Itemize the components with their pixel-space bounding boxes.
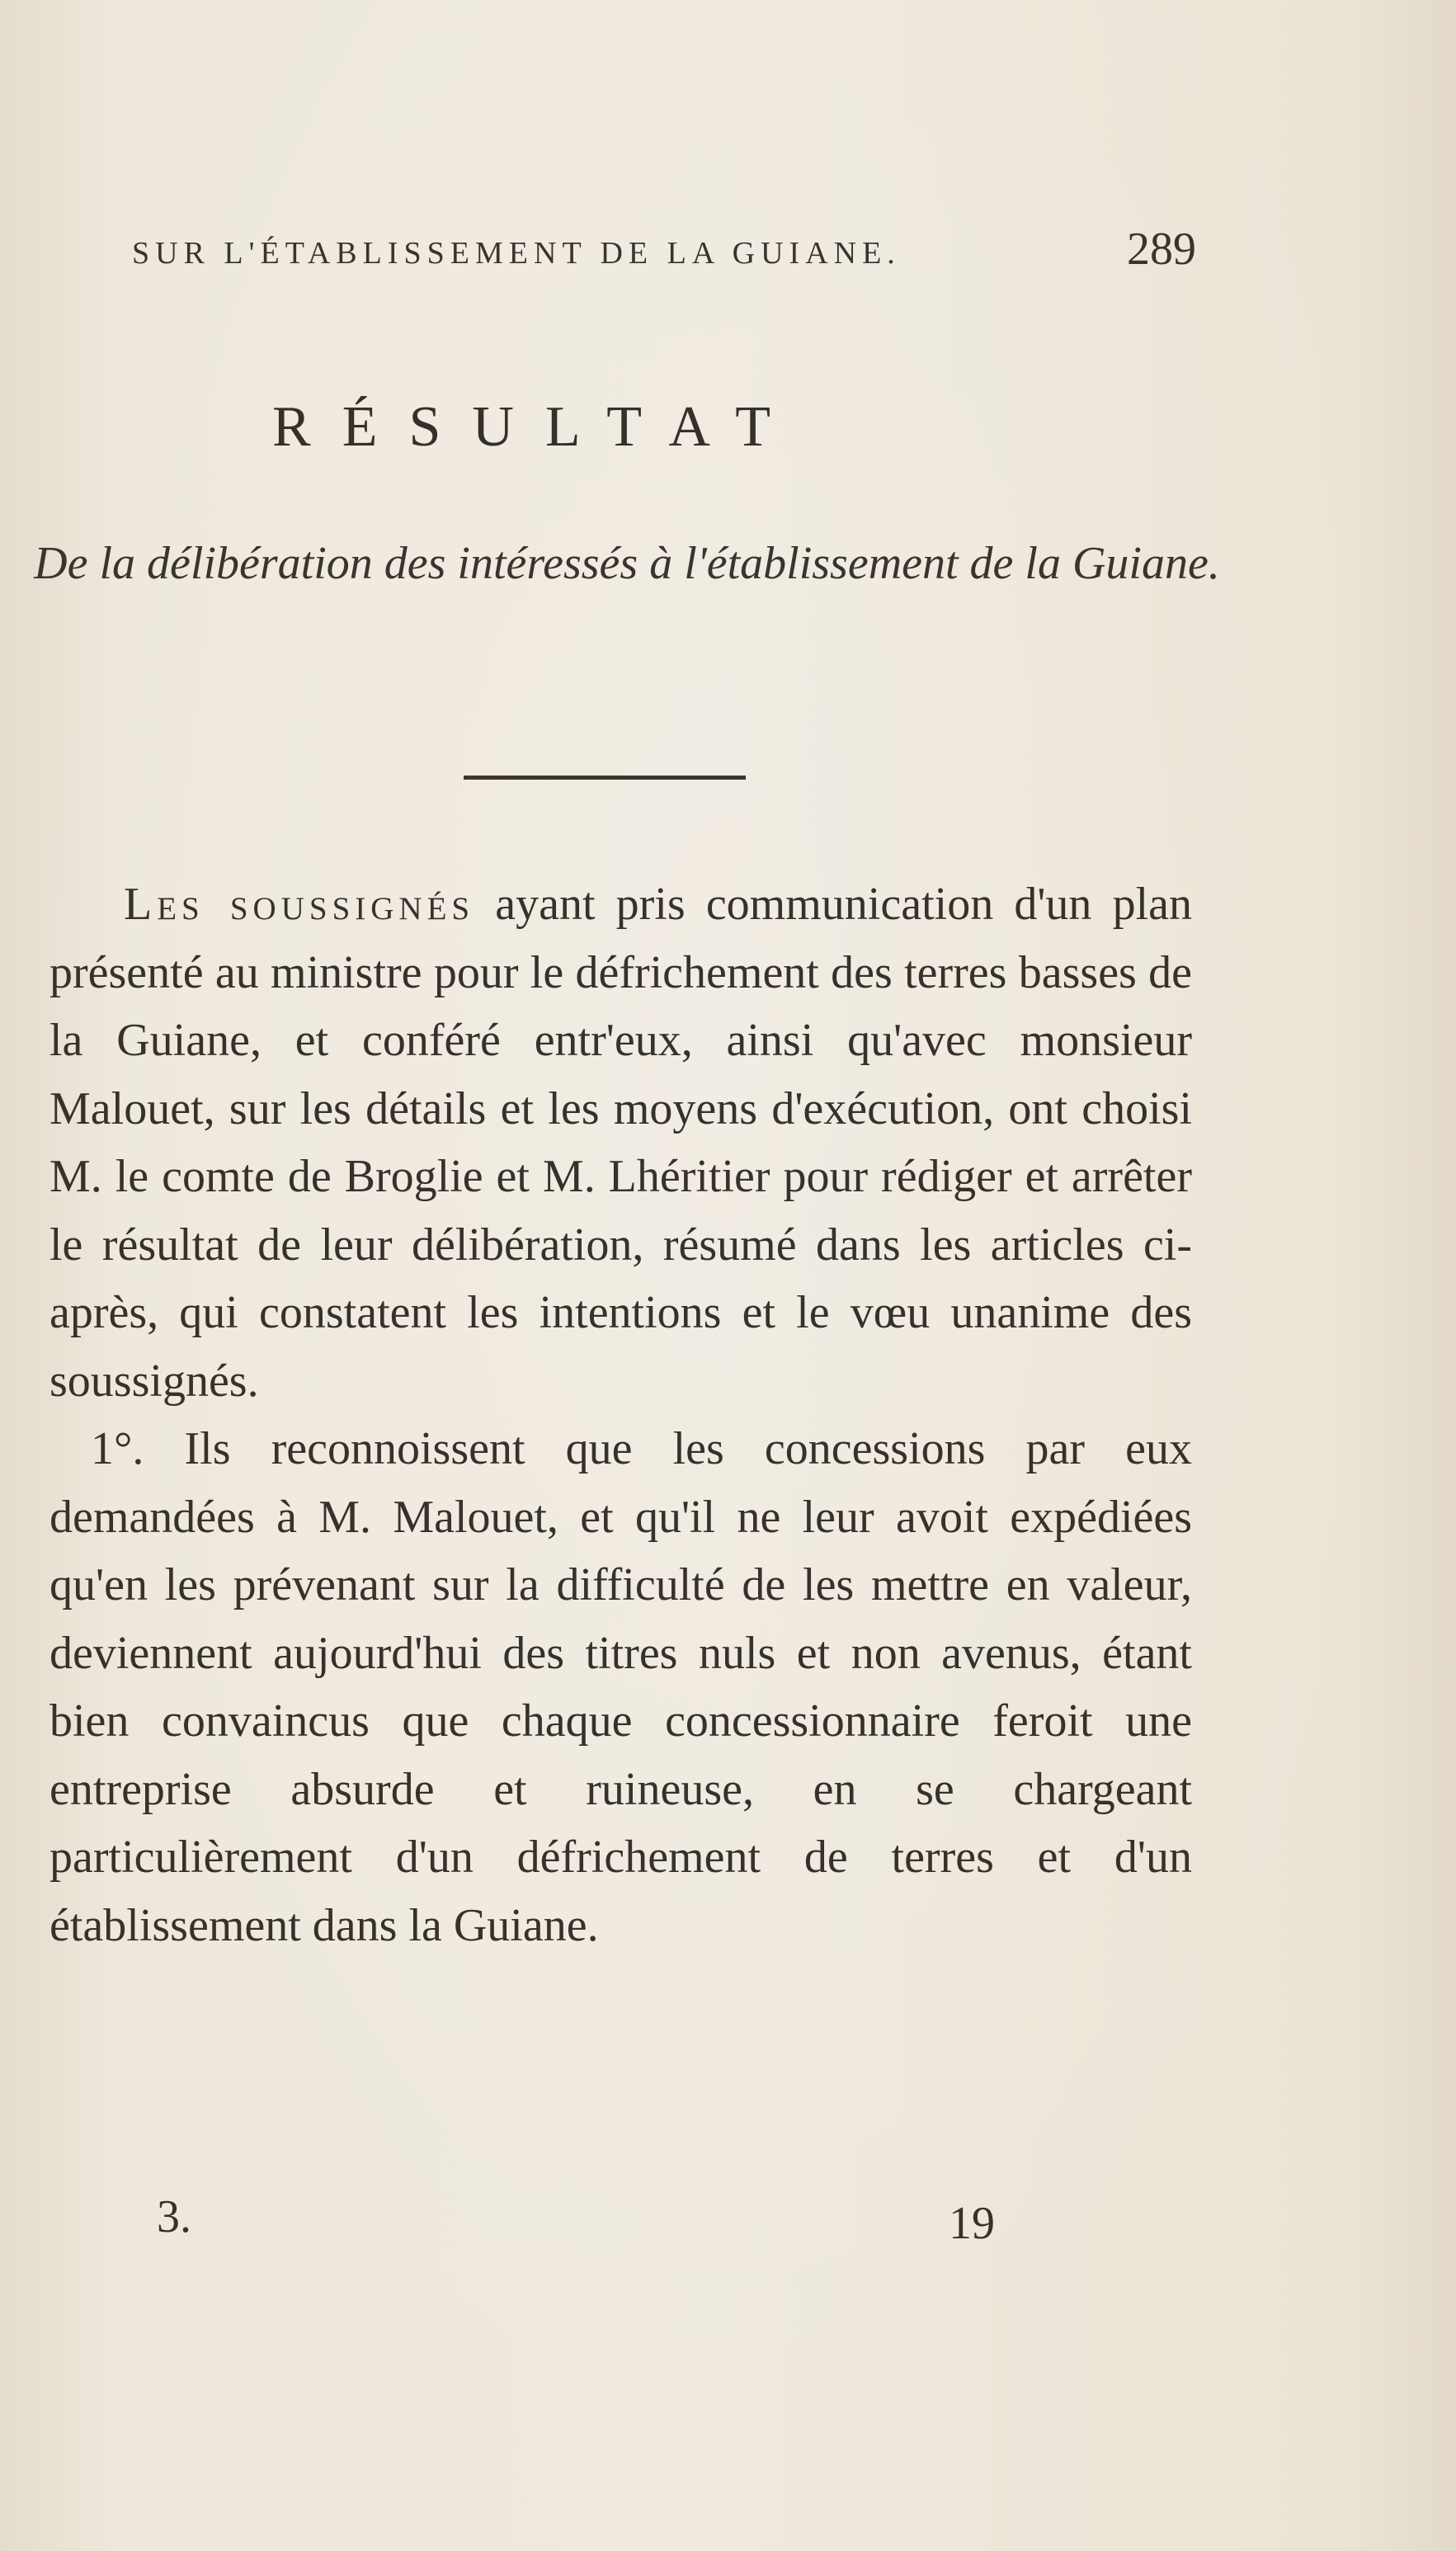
paragraph-2-text: 1°. Ils reconnoissent que les concessions par eux demandées à M. Malouet, et qu'il ne leur avoit expédiées qu'en les prévenant sur la difficulté de les mettre en valeur, deviennent aujourd'hui des titres nuls et non avenus, étant bien convaincus que chaque concessionnaire feroit une entreprise absurde et ruineuse, en se chargeant particulièrement d'un défrichement de terres et d'un établissement dans la Guiane. — [49, 1423, 1192, 1951]
footer-line — [49, 2190, 1192, 2248]
section-subtitle: De la délibération des intéressés à l'établissement de la Guiane. — [34, 538, 1220, 589]
gathering-number: 19 — [949, 2198, 995, 2249]
page-number: 289 — [1127, 224, 1196, 275]
running-head: SUR L'ÉTABLISSEMENT DE LA GUIANE. — [132, 236, 901, 271]
body-text — [49, 870, 1192, 1959]
paragraph-2 — [49, 1415, 1192, 1959]
signature-mark: 3. — [157, 2191, 191, 2242]
paragraph-1 — [49, 870, 1192, 1415]
paragraph-1-lead: Les soussignés — [124, 879, 475, 930]
section-title: RÉSULTAT — [272, 395, 802, 459]
divider-rule — [464, 776, 746, 780]
paragraph-1-rest: ayant pris communication d'un plan présenté au ministre pour le défrichement des terres basses de la Guiane, et conféré entr'eux, ainsi qu'avec monsieur Malouet, sur les détails et les moyens d'exécution, ont choisi M. le comte de Broglie et M. Lhéritier pour rédiger et arrêter le résultat de leur délibération, résumé dans les articles ci-après, qui constatent les intentions et le vœu unanime des soussignés. — [49, 879, 1192, 1407]
